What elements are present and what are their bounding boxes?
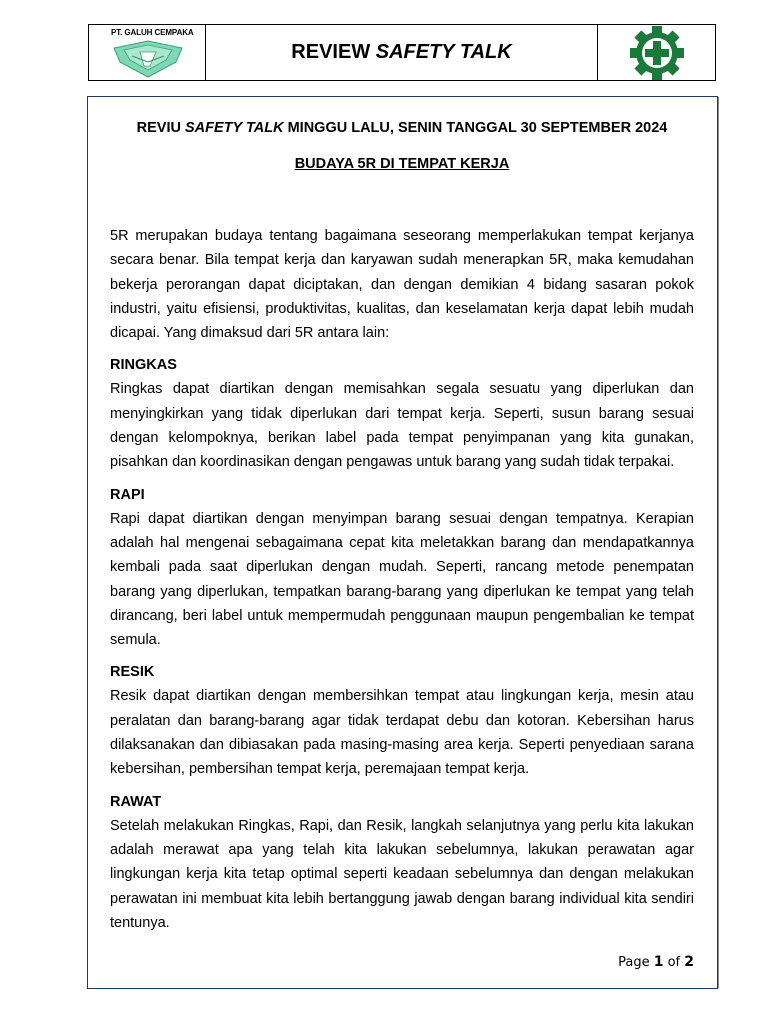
page-number [618, 954, 694, 970]
company-name: PT. GALUH CEMPAKA [111, 28, 194, 37]
review-title-italic: SAFETY TALK [185, 120, 284, 136]
section-text-resik: Resik dapat diartikan dengan membersihkan tempat atau lingkungan kerja, mesin atau peralatan dan barang-barang agar tidak terdapat debu dan kotoran. Kebersihan harus dilaksanakan dan dibiasakan pada masing-masing area kerja. Seperti penyediaan sarana kebersihan, pembersihan tempat kerja, peremajaan tempat kerja. [110, 688, 694, 778]
header-title-prefix: REVIEW [291, 41, 376, 63]
intro-paragraph: 5R merupakan budaya tentang bagaimana seseorang memperlakukan tempat kerjanya secara benar. Bila tempat kerja dan karyawan sudah menerapkan 5R, maka kemudahan bekerja perorangan dapat diciptakan, dan dengan demikian 4 bidang sasaran pokok industri, yaitu efisiensi, produktivitas, kualitas, dan keselamatan kerja dapat lebih mudah dicapai. Yang dimaksud dari 5R antara lain: [110, 228, 694, 342]
section-text-ringkas: Ringkas dapat diartikan dengan memisahkan segala sesuatu yang diperlukan dan menyingkirkan yang tidak diperlukan dari tempat kerja. Seperti, susun barang sesuai dengan kelompoknya, berikan label pada tempat penyimpanan yang kita gunakan, pisahkan dan koordinasikan dengan pengawas untuk barang yang sudah tidak terpakai. [110, 381, 694, 471]
review-title [110, 116, 694, 140]
section-heading-resik: RESIK [110, 664, 155, 681]
header-title-italic: SAFETY TALK [375, 41, 512, 63]
document-content [110, 116, 694, 935]
galuh-cempaka-logo-icon [110, 40, 186, 78]
document-header [88, 24, 716, 81]
review-title-prefix: REVIU [136, 120, 185, 136]
of-label: of [663, 955, 685, 970]
topic-subtitle: BUDAYA 5R DI TEMPAT KERJA [294, 156, 510, 172]
section-heading-rapi: RAPI [110, 486, 145, 503]
section-text-rawat: Setelah melakukan Ringkas, Rapi, dan Resik, langkah selanjutnya yang perlu kita lakukan adalah merawat apa yang telah kita lakukan sebelumnya, lakukan perawatan agar lingkungan kerja kita tetap optimal seperti keadaan sebelumnya dan dengan melakukan perawatan ini membuat kita lebih bertanggung jawab dengan barang individual kita sendiri tentunya. [110, 817, 694, 931]
company-logo-cell [89, 25, 206, 80]
header-title [206, 25, 598, 80]
page-label: Page [618, 955, 654, 970]
k3-safety-gear-cross-icon [627, 25, 687, 81]
total-pages: 2 [684, 954, 694, 970]
k3-logo-cell [598, 25, 715, 80]
current-page: 1 [653, 954, 664, 970]
section-text-rapi: Rapi dapat diartikan dengan menyimpan barang sesuai dengan tempatnya. Kerapian adalah hal mengenai sebagaimana cepat kita meletakkan barang dan mendapatkannya kembali pada saat diperlukan dengan mudah. Seperti, rancang metode penempatan barang yang diperlukan, tempatkan barang-barang yang diperlukan ke tempat yang telah dirancang, beri label untuk mempermudah penggunaan maupun pengembalian ke tempat semula. [110, 510, 694, 649]
section-heading-ringkas: RINGKAS [110, 357, 177, 374]
section-heading-rawat: RAWAT [110, 793, 162, 810]
review-title-suffix: MINGGU LALU, SENIN TANGGAL 30 SEPTEMBER 2024 [283, 120, 668, 136]
